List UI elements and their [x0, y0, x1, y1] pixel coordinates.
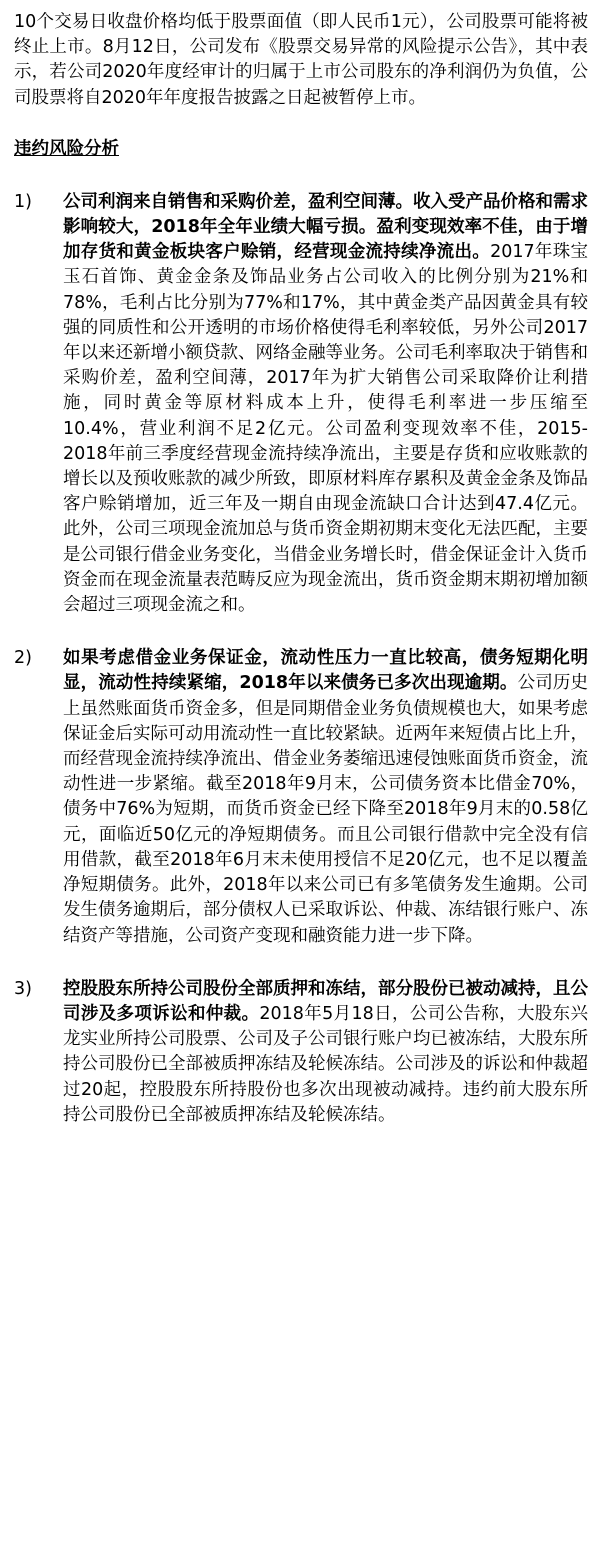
intro-paragraph: 10个交易日收盘价格均低于股票面值（即人民币1元），公司股票可能将被终止上市。8月12日，公司发布《股票交易异常的风险提示公告》，其中表示，若公司2020年度经审计的归属于上市公司股东的净利润仍为负值，公司股票将自2020年年度报告披露之日起被暂停上市。: [14, 12, 588, 108]
list-item-bold-lead: 公司利润来自销售和采购价差，盈利空间薄。收入受产品价格和需求影响较大，2018年全年业绩大幅亏损。盈利变现效率不佳，由于增加存货和黄金板块客户赊销，经营现金流持续净流出。: [63, 191, 588, 263]
risk-list: [14, 190, 588, 1128]
list-item-bold-lead: 如果考虑借金业务保证金，流动性压力一直比较高，债务短期化明显，流动性持续紧缩，2018年以来债务已多次出现逾期。: [63, 648, 588, 694]
list-item: [14, 977, 588, 1128]
section-heading: 违约风险分析: [14, 138, 119, 159]
list-item: [14, 646, 588, 948]
list-item-text: 2017年珠宝玉石首饰、黄金金条及饰品业务占公司收入的比例分别为21%和78%，毛利占比分别为77%和17%，其中黄金类产品因黄金具有较强的同质性和公开透明的市场价格使得毛利率较低，另外公司2017年以来还新增小额贷款、网络金融等业务。公司毛利率取决于销售和采购价差，盈利空间薄，2017年为扩大销售公司采取降价让利措施，同时黄金等原材料成本上升，使得毛利率进一步压缩至10.4%，营业利润不足2亿元。公司盈利变现效率不佳，2015-2018年前三季度经营现金流持续净流出，主要是存货和应收账款的增长以及预收账款的减少所致，即原材料库存累积及黄金金条及饰品客户赊销增加，近三年及一期自由现金流缺口合计达到47.4亿元。此外，公司三项现金流加总与货币资金期初期末变化无法匹配，主要是公司银行借金业务变化，当借金业务增长时，借金保证金计入货币资金而在现金流量表范畴反应为现金流出，货币资金期末期初增加额会超过三项现金流之和。: [63, 242, 588, 616]
list-item-bold-lead: 控股股东所持公司股份全部质押和冻结，部分股份已被动减持，且公司涉及多项诉讼和仲裁。: [63, 978, 588, 1024]
list-item-text: 2018年5月18日，公司公告称，大股东兴龙实业所持公司股票、公司及子公司银行账户均已被冻结，大股东所持公司股份已全部被质押冻结及轮候冻结。公司涉及的诉讼和仲裁超过20起，控股股东所持股份也多次出现被动减持。违约前大股东所持公司股份已全部被质押冻结及轮候冻结。: [63, 1003, 589, 1125]
list-item-body: [63, 646, 588, 948]
list-item-number: 3): [14, 978, 32, 999]
list-item-body: [63, 190, 588, 618]
list-item: [14, 190, 588, 618]
list-item-text: 公司历史上虽然账面货币资金多，但是同期借金业务负债规模也大，如果考虑保证金后实际可动用流动性一直比较紧缺。近两年来短债占比上升，而经营现金流持续净流出、借金业务萎缩迅速侵蚀账面货币资金，流动性进一步紧缩。截至2018年9月末，公司债务资本比借金70%，债务中76%为短期，而货币资金已经下降至2018年9月末的0.58亿元，面临近50亿元的净短期债务。而且公司银行借款中完全没有信用借款，截至2018年6月末未使用授信不足20亿元，也不足以覆盖净短期债务。此外，2018年以来公司已有多笔债务发生逾期。公司发生债务逾期后，部分债权人已采取诉讼、仲裁、冻结银行账户、冻结资产等措施，公司资产变现和融资能力进一步下降。: [63, 673, 588, 946]
list-item-body: [63, 977, 588, 1128]
list-item-number: 2): [14, 648, 32, 669]
list-item-number: 1): [14, 191, 32, 212]
